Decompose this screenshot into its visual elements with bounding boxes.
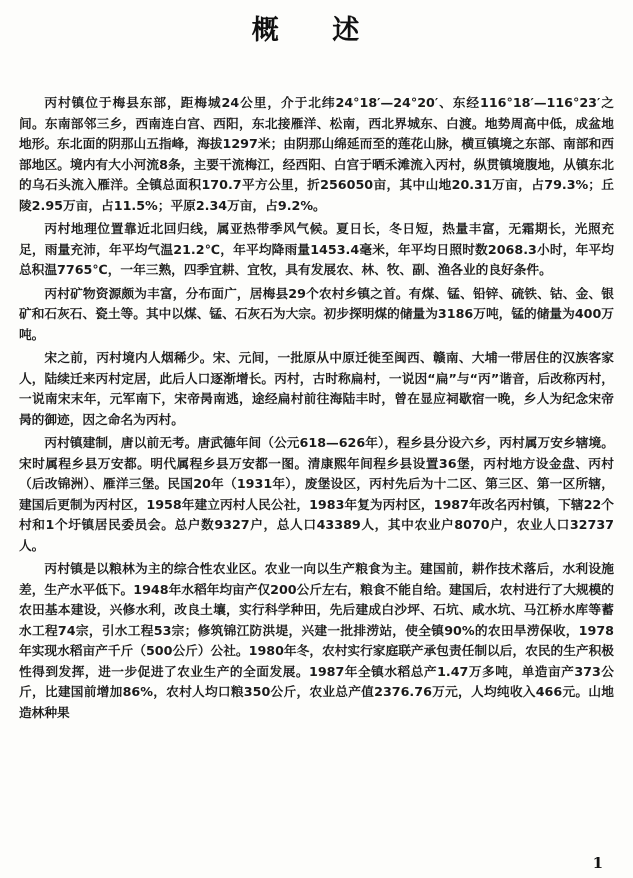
paragraph-history: 宋之前，丙村境内人烟稀少。宋、元间，一批原从中原迁徙至闽西、赣南、大埔一带居住的汉族客家人，陆续迁来丙村定居，此后人口逐渐增长。丙村，古时称扁村，一说因“扁”与“丙”谐音，后改称丙村，一说南宋末年，元军南下，宋帝昺南逃，途经扁村前往海陆丰时，曾在显应祠歇宿一晚，乡人为纪念宋帝昺的御迹，因之命名为丙村。 <box>19 350 614 427</box>
paragraph-minerals: 丙村矿物资源颇为丰富，分布面广，居梅县29个农村乡镇之首。有煤、锰、铅锌、硫铁、钴、金、银矿和石灰石、瓷土等。其中以煤、锰、石灰石为大宗。初步探明煤的储量为3186万吨，锰的储量为400万吨。 <box>19 285 614 342</box>
paragraph-location: 丙村镇位于梅县东部，距梅城24公里，介于北纬24°18′—24°20′、东经116°18′—116°23′之间。东南部邻三乡，西南连白宫、西阳，东北接雁洋、松南，西北界城东、白渡。地势周高中低，成盆地地形。东北面的阴那山五指峰，海拔1297米；由阴那山绵延而至的莲花山脉，横亘镇境之东部、南部和西部地区。境内有大小河流8条，主要干流梅江，经西阳、白宫于晒禾滩流入丙村，纵贯镇境腹地，从镇东北的乌石头流入雁洋。全镇总面积170.7平方公里，折256050亩，其中山地20.31万亩，占79.3%；丘陵2.95万亩，占11.5%；平原2.34万亩，占9.2%。 <box>19 95 614 213</box>
paragraph-administration: 丙村镇建制，唐以前无考。唐武德年间（公元618—626年），程乡县分设六乡，丙村属万安乡辖境。宋时属程乡县万安都。明代属程乡县万安都一图。清康熙年间程乡县设置36堡，丙村地方设金盘、丙村（后改锦洲）、雁洋三堡。民国20年（1931年），废堡设区，丙村先后为十二区、第三区、第一区所辖，建国后更制为丙村区，1958年建立丙村人民公社，1983年复为丙村区，1987年改名丙村镇，下辖22个村和1个圩镇居民委员会。总户数9327户，总人口43389人，其中农业户8070户，农业人口32737人。 <box>19 435 614 553</box>
body-text <box>19 93 614 726</box>
paragraph-agriculture: 丙村镇是以粮林为主的综合性农业区。农业一向以生产粮食为主。建国前，耕作技术落后，水利设施差，生产水平低下。1948年水稻年均亩产仅200公斤左右，粮食不能自给。建国后，农村进行了大规模的农田基本建设，兴修水利，改良土壤，实行科学种田，先后建成白沙坪、石坑、咸水坑、马江桥水库等蓄水工程74宗，引水工程53宗；修筑锦江防洪堤，兴建一批排涝站，使全镇90%的农田旱涝保收，1978年实现水稻亩产千斤（500公斤）公社。1980年冬，农村实行家庭联产承包责任制以后，农民的生产积极性得到发挥，进一步促进了农业生产的全面发展。1987年全镇水稻总产1.47万多吨，单造亩产373公斤，比建国前增加86%，农村人均口粮350公斤，农业总产值2376.76万元，人均纯收入466元。山地造林种果 <box>19 561 614 720</box>
page-number: 1 <box>592 854 603 872</box>
page-title: 概 述 <box>251 15 382 46</box>
paragraph-climate: 丙村地理位置靠近北回归线，属亚热带季风气候。夏日长，冬日短，热量丰富，无霜期长，光照充足，雨量充沛，年平均气温21.2℃，年平均降雨量1453.4毫米，年平均日照时数2068.3小时，年平均总积温7765℃，一年三熟，四季宜耕、宜牧，具有发展农、林、牧、副、渔各业的良好条件。 <box>19 221 614 277</box>
